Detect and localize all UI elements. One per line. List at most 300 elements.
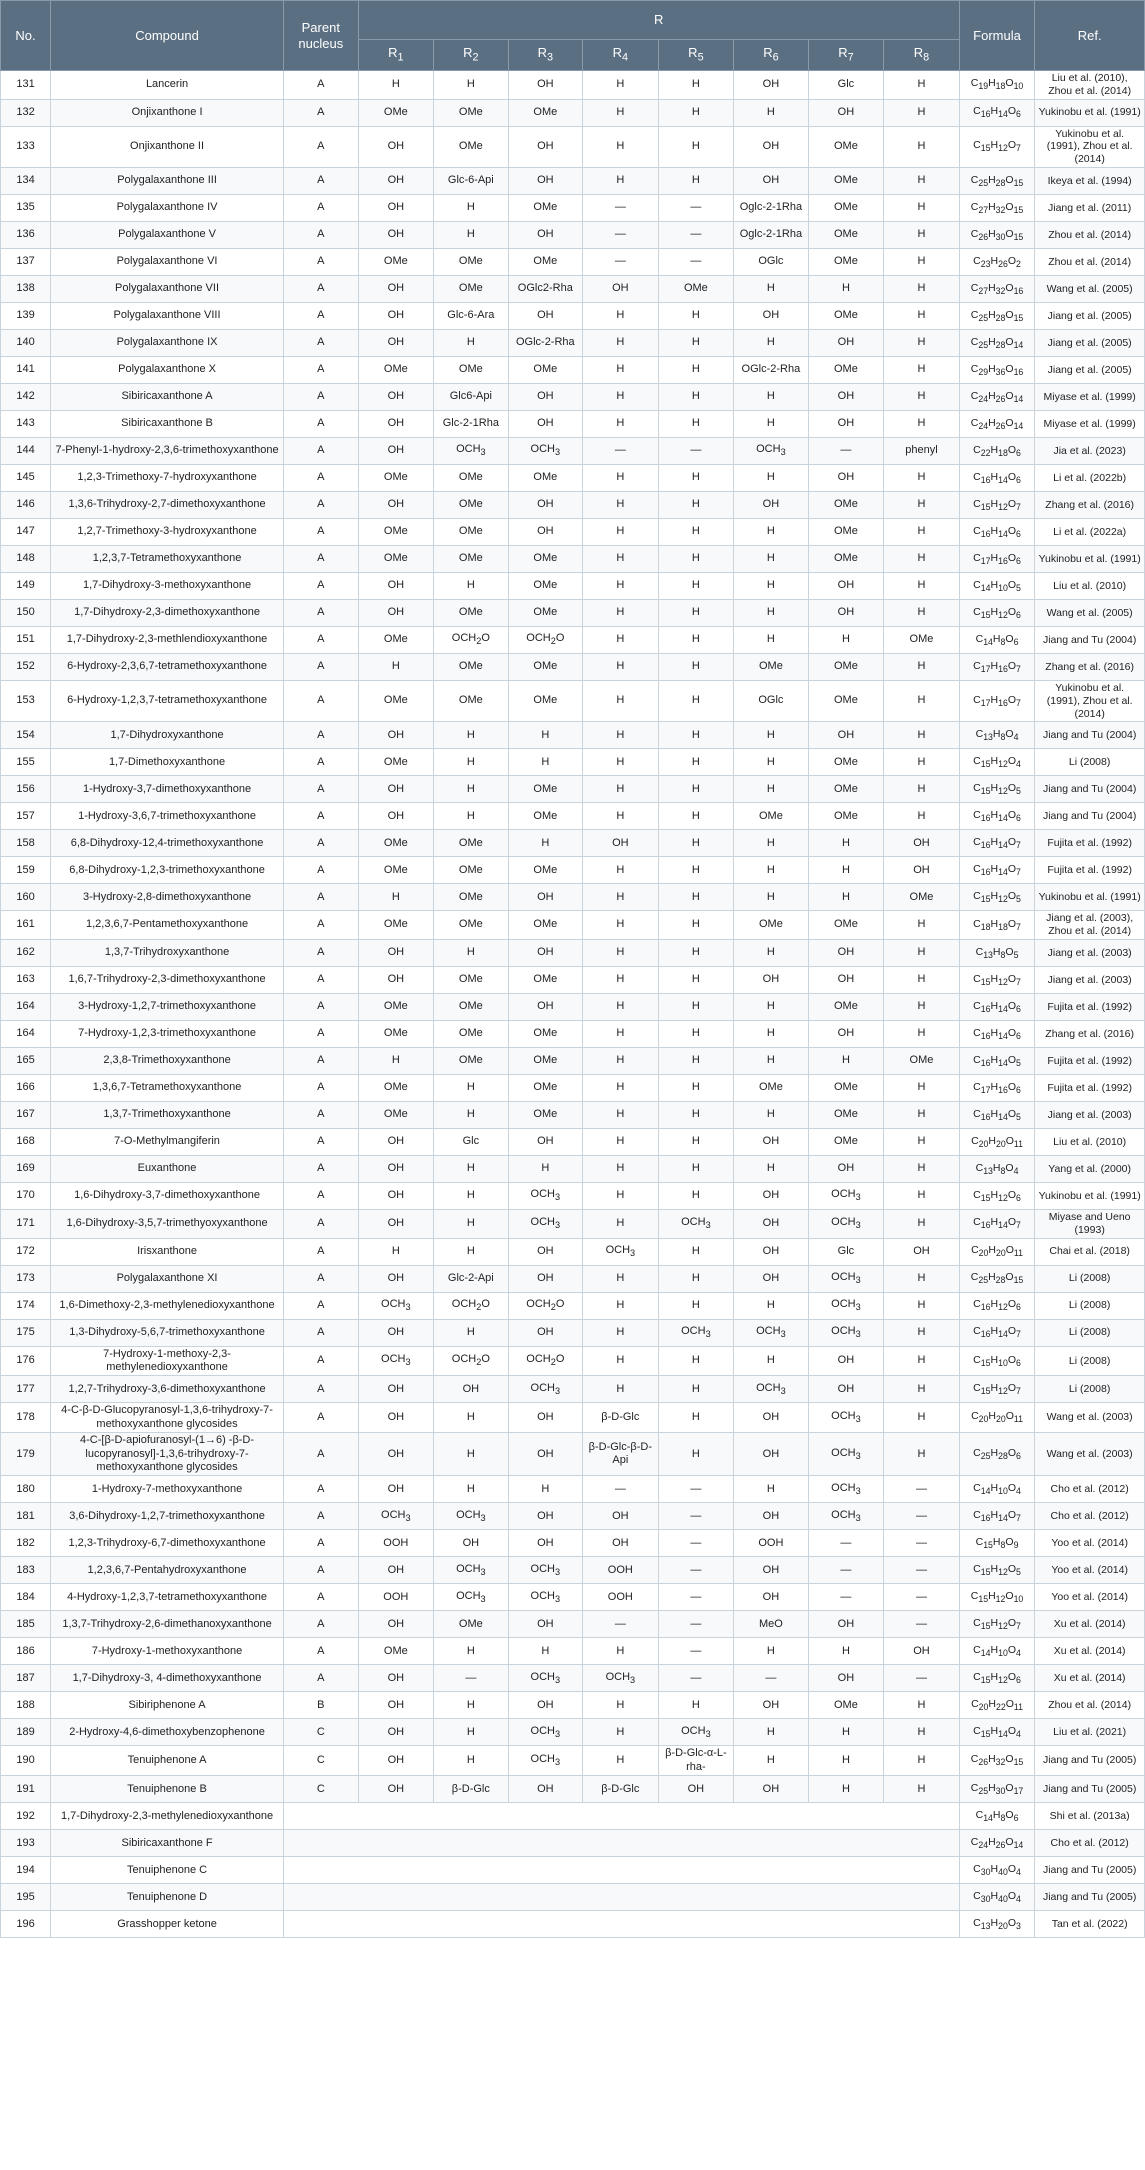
table-row bbox=[1, 167, 1145, 194]
cell-r6: H bbox=[734, 1047, 808, 1074]
table-row bbox=[1, 776, 1145, 803]
cell-nucleus: A bbox=[284, 194, 358, 221]
cell-formula: $C_{24}H_{26}O_{14}$ bbox=[959, 383, 1035, 410]
cell-r7: OMe bbox=[808, 1101, 884, 1128]
cell-r3: $OCH_2O$ bbox=[508, 626, 582, 653]
cell-formula: $C_{15}H_{12}O_{10}$ bbox=[959, 1584, 1035, 1611]
cell-no: 149 bbox=[1, 572, 51, 599]
cell-r5: H bbox=[658, 939, 734, 966]
cell-r3: H bbox=[508, 1476, 582, 1503]
cell-ref: Wang et al. (2005) bbox=[1035, 275, 1145, 302]
table-row bbox=[1, 1209, 1145, 1238]
cell-r4: H bbox=[583, 1376, 659, 1403]
cell-r7: — bbox=[808, 437, 884, 464]
cell-compound: Tenuiphenone D bbox=[51, 1884, 284, 1911]
cell-r8: OH bbox=[884, 1238, 960, 1265]
cell-ref: Miyase and Ueno (1993) bbox=[1035, 1209, 1145, 1238]
cell-r1: OH bbox=[358, 329, 434, 356]
cell-r2: OMe bbox=[434, 599, 508, 626]
cell-r7: H bbox=[808, 1746, 884, 1776]
cell-r1: OMe bbox=[358, 545, 434, 572]
cell-r5: — bbox=[658, 1557, 734, 1584]
cell-formula: $C_{16}H_{14}O_6$ bbox=[959, 464, 1035, 491]
cell-nucleus: A bbox=[284, 1182, 358, 1209]
cell-r8: phenyl bbox=[884, 437, 960, 464]
cell-compound: Tenuiphenone B bbox=[51, 1776, 284, 1803]
cell-r7: OMe bbox=[808, 1074, 884, 1101]
cell-r8: OMe bbox=[884, 626, 960, 653]
cell-compound: 1-Hydroxy-3,7-dimethoxyxanthone bbox=[51, 776, 284, 803]
cell-no: 135 bbox=[1, 194, 51, 221]
cell-r3: OH bbox=[508, 1433, 582, 1476]
cell-r4: H bbox=[583, 572, 659, 599]
cell-nucleus: A bbox=[284, 99, 358, 126]
cell-r6: H bbox=[734, 410, 808, 437]
cell-compound: Polygalaxanthone IV bbox=[51, 194, 284, 221]
cell-formula: $C_{13}H_8O_4$ bbox=[959, 722, 1035, 749]
cell-r2: OMe bbox=[434, 275, 508, 302]
cell-formula: $C_{17}H_{16}O_6$ bbox=[959, 1074, 1035, 1101]
table-row bbox=[1, 1265, 1145, 1292]
cell-compound: Polygalaxanthone VIII bbox=[51, 302, 284, 329]
cell-r1: OMe bbox=[358, 356, 434, 383]
cell-formula: $C_{22}H_{18}O_6$ bbox=[959, 437, 1035, 464]
cell-nucleus: A bbox=[284, 1476, 358, 1503]
cell-no: 148 bbox=[1, 545, 51, 572]
cell-r3: OH bbox=[508, 167, 582, 194]
cell-r3: OMe bbox=[508, 911, 582, 940]
cell-r3: OH bbox=[508, 1319, 582, 1346]
cell-compound: 4-C-[β-D-apiofuranosyl-(1→6) -β-D-lucopyranosyl]-1,3,6-trihydroxy-7-methoxyxanthone glycosides bbox=[51, 1433, 284, 1476]
cell-formula: $C_{15}H_{12}O_6$ bbox=[959, 1182, 1035, 1209]
cell-no: 155 bbox=[1, 749, 51, 776]
cell-r8: H bbox=[884, 410, 960, 437]
cell-r7: OMe bbox=[808, 749, 884, 776]
cell-r5: H bbox=[658, 572, 734, 599]
cell-r6: MeO bbox=[734, 1611, 808, 1638]
cell-compound: Polygalaxanthone VI bbox=[51, 248, 284, 275]
cell-nucleus: A bbox=[284, 1611, 358, 1638]
cell-r5: H bbox=[658, 1346, 734, 1376]
cell-r4: H bbox=[583, 653, 659, 680]
cell-no: 151 bbox=[1, 626, 51, 653]
cell-r4: H bbox=[583, 1346, 659, 1376]
cell-r6: OH bbox=[734, 302, 808, 329]
cell-no: 161 bbox=[1, 911, 51, 940]
cell-r1: H bbox=[358, 1047, 434, 1074]
cell-r7: OH bbox=[808, 383, 884, 410]
cell-r7: H bbox=[808, 857, 884, 884]
cell-r1: OMe bbox=[358, 518, 434, 545]
cell-r1: OH bbox=[358, 437, 434, 464]
cell-r3: OH bbox=[508, 1238, 582, 1265]
cell-ref: Li (2008) bbox=[1035, 1265, 1145, 1292]
cell-empty-substituents bbox=[284, 1857, 960, 1884]
cell-r4: OH bbox=[583, 1503, 659, 1530]
cell-r2: OMe bbox=[434, 857, 508, 884]
cell-r2: H bbox=[434, 194, 508, 221]
cell-r7: — bbox=[808, 1557, 884, 1584]
cell-formula: $C_{27}H_{32}O_{15}$ bbox=[959, 194, 1035, 221]
table-row bbox=[1, 857, 1145, 884]
cell-compound: 2,3,8-Trimethoxyxanthone bbox=[51, 1047, 284, 1074]
cell-nucleus: A bbox=[284, 167, 358, 194]
cell-nucleus: C bbox=[284, 1746, 358, 1776]
cell-nucleus: A bbox=[284, 1047, 358, 1074]
cell-r4: H bbox=[583, 1638, 659, 1665]
cell-r8: H bbox=[884, 966, 960, 993]
cell-r5: H bbox=[658, 1155, 734, 1182]
cell-compound: 1-Hydroxy-7-methoxyxanthone bbox=[51, 1476, 284, 1503]
table-row bbox=[1, 993, 1145, 1020]
cell-no: 196 bbox=[1, 1911, 51, 1938]
cell-compound: 1,3,7-Trihydroxyxanthone bbox=[51, 939, 284, 966]
cell-formula: $C_{25}H_{28}O_6$ bbox=[959, 1433, 1035, 1476]
cell-r8: H bbox=[884, 1433, 960, 1476]
cell-r5: — bbox=[658, 1638, 734, 1665]
cell-r3: OH bbox=[508, 1503, 582, 1530]
cell-r6: H bbox=[734, 1155, 808, 1182]
cell-r4: H bbox=[583, 939, 659, 966]
cell-r8: H bbox=[884, 1101, 960, 1128]
cell-r3: OMe bbox=[508, 545, 582, 572]
cell-compound: Polygalaxanthone XI bbox=[51, 1265, 284, 1292]
cell-ref: Tan et al. (2022) bbox=[1035, 1911, 1145, 1938]
cell-r7: — bbox=[808, 1530, 884, 1557]
cell-compound: 1,7-Dihydroxy-3, 4-dimethoxyxanthone bbox=[51, 1665, 284, 1692]
cell-r1: OH bbox=[358, 1376, 434, 1403]
cell-r4: H bbox=[583, 356, 659, 383]
cell-r2: OMe bbox=[434, 966, 508, 993]
cell-nucleus: A bbox=[284, 356, 358, 383]
cell-r2: H bbox=[434, 722, 508, 749]
cell-r6: H bbox=[734, 1638, 808, 1665]
cell-r6: Oglc-2-1Rha bbox=[734, 221, 808, 248]
cell-r7: H bbox=[808, 275, 884, 302]
cell-nucleus: A bbox=[284, 803, 358, 830]
cell-r2: OMe bbox=[434, 545, 508, 572]
cell-r6: OOH bbox=[734, 1530, 808, 1557]
cell-r1: OH bbox=[358, 1433, 434, 1476]
cell-r4: H bbox=[583, 383, 659, 410]
cell-r5: H bbox=[658, 599, 734, 626]
cell-r8: H bbox=[884, 1776, 960, 1803]
table-row bbox=[1, 722, 1145, 749]
cell-r5: — bbox=[658, 1584, 734, 1611]
cell-ref: Jiang and Tu (2005) bbox=[1035, 1857, 1145, 1884]
cell-r8: OMe bbox=[884, 1047, 960, 1074]
cell-compound: Polygalaxanthone III bbox=[51, 167, 284, 194]
cell-nucleus: A bbox=[284, 911, 358, 940]
cell-compound: 7-O-Methylmangiferin bbox=[51, 1128, 284, 1155]
cell-r2: OMe bbox=[434, 518, 508, 545]
cell-nucleus: A bbox=[284, 1128, 358, 1155]
cell-no: 144 bbox=[1, 437, 51, 464]
table-row bbox=[1, 1047, 1145, 1074]
cell-no: 142 bbox=[1, 383, 51, 410]
cell-r5: H bbox=[658, 99, 734, 126]
cell-r6: OH bbox=[734, 491, 808, 518]
cell-formula: $C_{17}H_{16}O_6$ bbox=[959, 545, 1035, 572]
cell-ref: Wang et al. (2005) bbox=[1035, 599, 1145, 626]
cell-r6: H bbox=[734, 939, 808, 966]
cell-ref: Jiang and Tu (2005) bbox=[1035, 1776, 1145, 1803]
cell-compound: Onjixanthone I bbox=[51, 99, 284, 126]
cell-r2: H bbox=[434, 776, 508, 803]
cell-r6: H bbox=[734, 749, 808, 776]
cell-r2: OMe bbox=[434, 653, 508, 680]
cell-r4: H bbox=[583, 1155, 659, 1182]
cell-no: 164 bbox=[1, 993, 51, 1020]
cell-r4: β-D-Glc bbox=[583, 1776, 659, 1803]
cell-r1: OMe bbox=[358, 1638, 434, 1665]
cell-ref: Liu et al. (2010) bbox=[1035, 1128, 1145, 1155]
cell-formula: $C_{17}H_{16}O_7$ bbox=[959, 680, 1035, 721]
cell-r3: $OCH_3$ bbox=[508, 1557, 582, 1584]
cell-formula: $C_{24}H_{26}O_{14}$ bbox=[959, 410, 1035, 437]
table-row bbox=[1, 1719, 1145, 1746]
cell-r8: — bbox=[884, 1665, 960, 1692]
table-row bbox=[1, 1376, 1145, 1403]
cell-r3: $OCH_3$ bbox=[508, 1746, 582, 1776]
cell-r6: OH bbox=[734, 1265, 808, 1292]
cell-r6: H bbox=[734, 1476, 808, 1503]
cell-r6: OH bbox=[734, 966, 808, 993]
cell-r8: H bbox=[884, 1265, 960, 1292]
cell-r4: H bbox=[583, 749, 659, 776]
cell-nucleus: A bbox=[284, 993, 358, 1020]
cell-r7: $OCH_3$ bbox=[808, 1476, 884, 1503]
cell-compound: 1,2,3,6,7-Pentahydroxyxanthone bbox=[51, 1557, 284, 1584]
table-row bbox=[1, 518, 1145, 545]
cell-r3: OMe bbox=[508, 194, 582, 221]
cell-ref: Fujita et al. (1992) bbox=[1035, 1074, 1145, 1101]
cell-r4: H bbox=[583, 1292, 659, 1319]
cell-compound: 1,6,7-Trihydroxy-2,3-dimethoxyxanthone bbox=[51, 966, 284, 993]
table-row bbox=[1, 1803, 1145, 1830]
cell-r8: OH bbox=[884, 857, 960, 884]
cell-compound: 6-Hydroxy-1,2,3,7-tetramethoxyxanthone bbox=[51, 680, 284, 721]
cell-r3: OH bbox=[508, 1265, 582, 1292]
cell-r6: OH bbox=[734, 1692, 808, 1719]
cell-formula: $C_{15}H_{12}O_6$ bbox=[959, 599, 1035, 626]
col-header-r: R bbox=[358, 1, 959, 40]
cell-nucleus: A bbox=[284, 1209, 358, 1238]
cell-nucleus: A bbox=[284, 1403, 358, 1433]
table-row bbox=[1, 1476, 1145, 1503]
cell-r2: Glc-6-Ara bbox=[434, 302, 508, 329]
cell-r5: — bbox=[658, 1503, 734, 1530]
cell-r8: H bbox=[884, 1074, 960, 1101]
cell-r4: H bbox=[583, 1074, 659, 1101]
cell-nucleus: C bbox=[284, 1776, 358, 1803]
cell-compound: Polygalaxanthone X bbox=[51, 356, 284, 383]
cell-no: 158 bbox=[1, 830, 51, 857]
cell-r1: OH bbox=[358, 1155, 434, 1182]
cell-r8: — bbox=[884, 1557, 960, 1584]
cell-no: 173 bbox=[1, 1265, 51, 1292]
cell-r1: OH bbox=[358, 1665, 434, 1692]
cell-nucleus: A bbox=[284, 126, 358, 167]
cell-r8: H bbox=[884, 599, 960, 626]
cell-r5: H bbox=[658, 1074, 734, 1101]
cell-r1: OMe bbox=[358, 99, 434, 126]
cell-r4: H bbox=[583, 167, 659, 194]
table-row bbox=[1, 1857, 1145, 1884]
cell-no: 187 bbox=[1, 1665, 51, 1692]
cell-r1: OH bbox=[358, 1319, 434, 1346]
cell-r8: H bbox=[884, 221, 960, 248]
col-header-r7: $R_7$ bbox=[808, 40, 884, 71]
cell-nucleus: A bbox=[284, 491, 358, 518]
cell-r1: OH bbox=[358, 1776, 434, 1803]
cell-r1: H bbox=[358, 884, 434, 911]
cell-r7: OMe bbox=[808, 911, 884, 940]
cell-formula: $C_{15}H_{14}O_4$ bbox=[959, 1719, 1035, 1746]
cell-formula: $C_{16}H_{14}O_6$ bbox=[959, 99, 1035, 126]
cell-r8: H bbox=[884, 302, 960, 329]
cell-no: 179 bbox=[1, 1433, 51, 1476]
table-row bbox=[1, 1746, 1145, 1776]
cell-r2: Glc-2-Api bbox=[434, 1265, 508, 1292]
cell-r7: H bbox=[808, 1638, 884, 1665]
cell-r7: OH bbox=[808, 939, 884, 966]
table-row bbox=[1, 1692, 1145, 1719]
cell-no: 178 bbox=[1, 1403, 51, 1433]
cell-formula: $C_{15}H_{12}O_5$ bbox=[959, 776, 1035, 803]
cell-r3: OMe bbox=[508, 248, 582, 275]
cell-r4: H bbox=[583, 491, 659, 518]
cell-r1: $OCH_3$ bbox=[358, 1346, 434, 1376]
cell-r1: OH bbox=[358, 1265, 434, 1292]
cell-r2: Glc bbox=[434, 1128, 508, 1155]
table-row bbox=[1, 1884, 1145, 1911]
cell-ref: Xu et al. (2014) bbox=[1035, 1638, 1145, 1665]
cell-formula: $C_{20}H_{20}O_{11}$ bbox=[959, 1128, 1035, 1155]
cell-compound: 1,7-Dihydroxy-2,3-methlendioxyxanthone bbox=[51, 626, 284, 653]
cell-r7: OMe bbox=[808, 680, 884, 721]
cell-ref: Yang et al. (2000) bbox=[1035, 1155, 1145, 1182]
cell-nucleus: A bbox=[284, 1503, 358, 1530]
cell-ref: Jiang and Tu (2005) bbox=[1035, 1746, 1145, 1776]
cell-r8: H bbox=[884, 1376, 960, 1403]
cell-r4: H bbox=[583, 410, 659, 437]
cell-r1: H bbox=[358, 1238, 434, 1265]
cell-r5: H bbox=[658, 1047, 734, 1074]
cell-nucleus: A bbox=[284, 1346, 358, 1376]
cell-formula: $C_{27}H_{32}O_{16}$ bbox=[959, 275, 1035, 302]
cell-compound: 1,7-Dihydroxy-2,3-dimethoxyxanthone bbox=[51, 599, 284, 626]
cell-r7: OH bbox=[808, 572, 884, 599]
cell-r5: H bbox=[658, 749, 734, 776]
cell-no: 138 bbox=[1, 275, 51, 302]
cell-r6: H bbox=[734, 884, 808, 911]
cell-r3: OGlc2-Rha bbox=[508, 275, 582, 302]
cell-r8: H bbox=[884, 1020, 960, 1047]
cell-r7: OH bbox=[808, 329, 884, 356]
cell-nucleus: A bbox=[284, 830, 358, 857]
cell-r3: OH bbox=[508, 884, 582, 911]
cell-no: 154 bbox=[1, 722, 51, 749]
cell-compound: 1,7-Dihydroxyxanthone bbox=[51, 722, 284, 749]
col-header-r3: $R_3$ bbox=[508, 40, 582, 71]
cell-no: 175 bbox=[1, 1319, 51, 1346]
cell-r6: OGlc bbox=[734, 680, 808, 721]
cell-ref: Yukinobu et al. (1991) bbox=[1035, 99, 1145, 126]
table-row bbox=[1, 1611, 1145, 1638]
cell-r8: H bbox=[884, 1319, 960, 1346]
cell-r4: H bbox=[583, 911, 659, 940]
cell-formula: $C_{25}H_{28}O_{15}$ bbox=[959, 1265, 1035, 1292]
cell-formula: $C_{14}H_8O_6$ bbox=[959, 626, 1035, 653]
table-row bbox=[1, 248, 1145, 275]
cell-compound: 1,7-Dihydroxy-2,3-methylenedioxyxanthone bbox=[51, 1803, 284, 1830]
cell-compound: 1,3,7-Trimethoxyxanthone bbox=[51, 1101, 284, 1128]
cell-r4: OOH bbox=[583, 1557, 659, 1584]
cell-nucleus: A bbox=[284, 722, 358, 749]
cell-formula: $C_{15}H_{12}O_7$ bbox=[959, 1376, 1035, 1403]
cell-ref: Cho et al. (2012) bbox=[1035, 1830, 1145, 1857]
cell-nucleus: A bbox=[284, 572, 358, 599]
cell-r4: H bbox=[583, 1020, 659, 1047]
cell-r5: H bbox=[658, 1238, 734, 1265]
cell-r8: — bbox=[884, 1584, 960, 1611]
cell-formula: $C_{25}H_{28}O_{15}$ bbox=[959, 302, 1035, 329]
table-row bbox=[1, 464, 1145, 491]
cell-ref: Yukinobu et al. (1991) bbox=[1035, 884, 1145, 911]
cell-no: 188 bbox=[1, 1692, 51, 1719]
cell-nucleus: A bbox=[284, 1238, 358, 1265]
cell-r5: H bbox=[658, 1265, 734, 1292]
cell-r2: Glc-6-Api bbox=[434, 167, 508, 194]
cell-r3: OH bbox=[508, 993, 582, 1020]
cell-r1: OH bbox=[358, 1182, 434, 1209]
cell-r2: H bbox=[434, 1638, 508, 1665]
cell-nucleus: A bbox=[284, 1265, 358, 1292]
table-row bbox=[1, 884, 1145, 911]
cell-r2: H bbox=[434, 1746, 508, 1776]
table-row bbox=[1, 356, 1145, 383]
cell-no: 195 bbox=[1, 1884, 51, 1911]
cell-r5: H bbox=[658, 167, 734, 194]
cell-no: 174 bbox=[1, 1292, 51, 1319]
cell-r8: H bbox=[884, 911, 960, 940]
cell-compound: 1,7-Dimethoxyxanthone bbox=[51, 749, 284, 776]
cell-r4: H bbox=[583, 545, 659, 572]
table-row bbox=[1, 1584, 1145, 1611]
cell-compound: Irisxanthone bbox=[51, 1238, 284, 1265]
cell-ref: Wang et al. (2003) bbox=[1035, 1433, 1145, 1476]
cell-no: 145 bbox=[1, 464, 51, 491]
cell-r5: H bbox=[658, 1433, 734, 1476]
cell-r7: OH bbox=[808, 599, 884, 626]
cell-r7: $OCH_3$ bbox=[808, 1292, 884, 1319]
cell-r2: H bbox=[434, 1101, 508, 1128]
cell-ref: Jiang et al. (2003), Zhou et al. (2014) bbox=[1035, 911, 1145, 940]
cell-no: 143 bbox=[1, 410, 51, 437]
cell-formula: $C_{20}H_{20}O_{11}$ bbox=[959, 1238, 1035, 1265]
cell-r1: OH bbox=[358, 194, 434, 221]
cell-compound: 1,6-Dihydroxy-3,5,7-trimethyoxyxanthone bbox=[51, 1209, 284, 1238]
cell-r6: OH bbox=[734, 126, 808, 167]
cell-r6: H bbox=[734, 776, 808, 803]
table-row bbox=[1, 275, 1145, 302]
table-row bbox=[1, 1557, 1145, 1584]
col-header-formula: Formula bbox=[959, 1, 1035, 71]
cell-r5: H bbox=[658, 830, 734, 857]
cell-r6: H bbox=[734, 857, 808, 884]
cell-compound: 1,3,7-Trihydroxy-2,6-dimethanoxyxanthone bbox=[51, 1611, 284, 1638]
